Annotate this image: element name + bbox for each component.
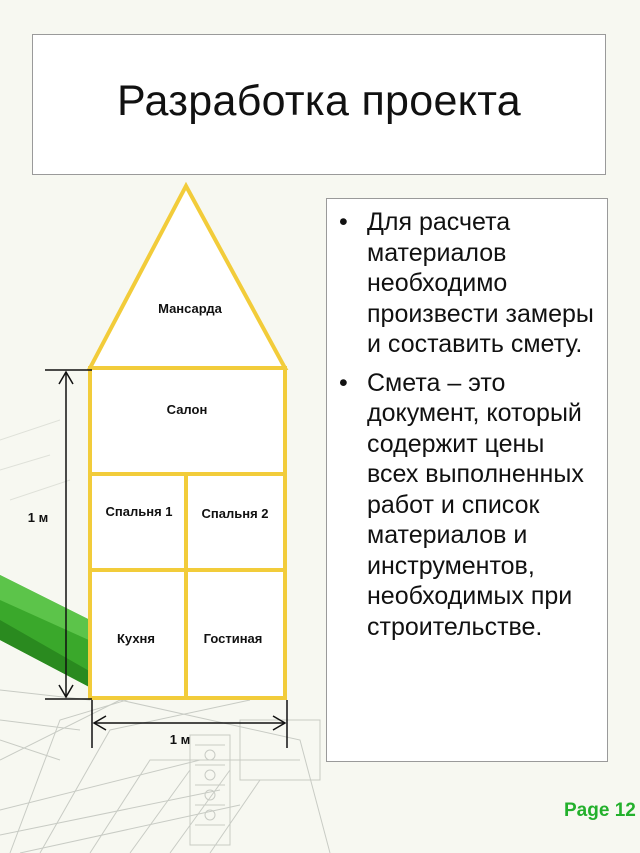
bullet-dot-icon: • (339, 368, 348, 397)
page-number: Page 12 (564, 800, 636, 821)
room-label-living: Гостиная (203, 631, 263, 646)
bullet-dot-icon: • (339, 208, 348, 236)
bullet-item (337, 207, 601, 360)
room-label-kitchen: Кухня (117, 631, 155, 646)
width-label: 1 м (169, 732, 191, 747)
house-roof (90, 186, 285, 368)
content-box (326, 198, 608, 762)
bullet-item (337, 368, 601, 643)
room-label-bedroom1: Спальня 1 (105, 504, 173, 519)
bullet-list (337, 207, 601, 642)
bullet-text: Для расчета материалов необходимо произвести замеры и составить смету. (367, 208, 594, 358)
height-label: 1 м (27, 510, 49, 525)
slide-title: Разработка проекта (117, 77, 521, 125)
room-label-salon: Салон (166, 402, 208, 417)
room-label-attic: Мансарда (158, 301, 222, 316)
bullet-text: Смета – это документ, который содержит цены всех выполненных работ и список материалов и инструментов, необходимых при строительстве. (367, 368, 584, 641)
height-dimension (45, 370, 92, 699)
room-label-bedroom2: Спальня 2 (201, 506, 269, 521)
